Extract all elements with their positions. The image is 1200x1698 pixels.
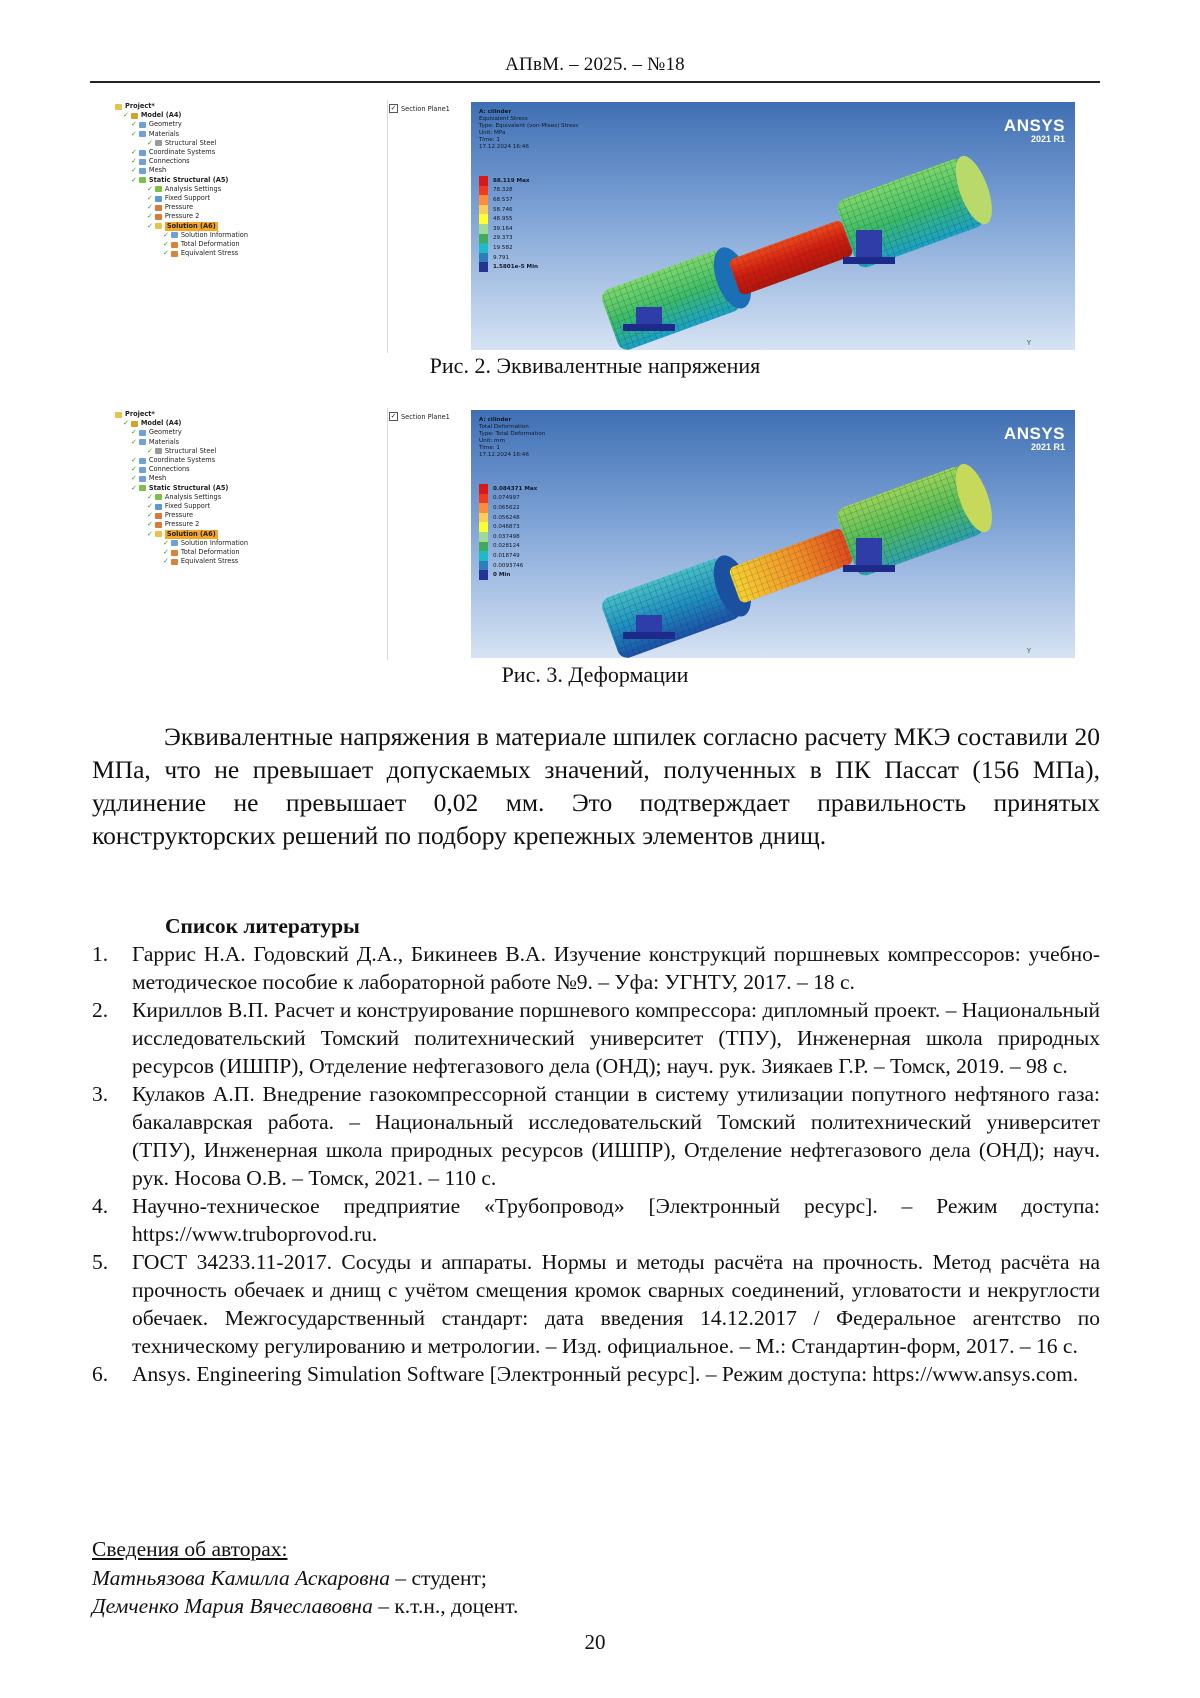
ansys-logo-text: ANSYS [1003,116,1065,135]
tree-item[interactable] [147,222,218,231]
tree-node-icon [131,113,138,119]
status-check-icon: ✓ [147,492,153,501]
references-title: Список литературы [165,914,360,938]
legend-value: 0.084371 Max [493,485,538,492]
legend-swatch [479,214,488,224]
legend-value: 68.537 [493,196,513,203]
tree-item[interactable] [131,130,179,139]
axis-triad: Y [1026,647,1031,655]
tree-item[interactable] [147,520,199,529]
status-check-icon: ✓ [163,249,169,258]
tree-node-icon [139,476,146,482]
result-date: 17.12.2024 16:46 [479,452,529,458]
tree-item[interactable] [147,139,216,148]
status-check-icon: ✓ [131,428,137,437]
tree-item[interactable] [147,530,218,539]
legend-swatch [479,205,488,215]
legend-swatch [479,484,488,494]
legend-entry [479,542,537,552]
result-unit: Unit: mm [479,438,505,444]
legend-entry [479,513,537,523]
reference-number: 4. [92,1194,109,1218]
reference-number: 5. [92,1250,109,1274]
reference-item [92,1192,1100,1248]
tree-item-label: Connections [148,465,190,474]
tree-item[interactable] [123,111,181,120]
ansys-viewport[interactable] [471,102,1075,350]
tree-node-icon [155,513,162,519]
tree-item-label: Total Deformation [180,548,240,556]
tree-item[interactable] [131,484,228,493]
author-role: – к.т.н., доцент. [372,1594,519,1618]
legend-entry [479,195,538,205]
reference-item [92,1080,1100,1192]
tree-node-icon [171,232,178,238]
checkbox-icon[interactable]: ✓ [390,412,397,420]
tree-node-icon [139,131,146,137]
tree-item-label: Pressure [164,203,194,212]
legend-swatch [479,234,488,244]
legend-entry [479,494,537,504]
tree-node-icon [155,223,162,229]
tree-node-icon [171,251,178,257]
header-rule [90,81,1100,83]
status-check-icon: ✓ [131,129,137,138]
running-header: АПвМ. – 2025. – №18 [505,54,685,75]
status-check-icon: ✓ [163,230,169,239]
tree-item-label: Model (A4) [140,111,182,120]
status-check-icon: ✓ [147,529,153,538]
tree-item-label: Solution (A6) [166,221,216,230]
legend-swatch [479,224,488,234]
status-check-icon: ✓ [131,157,137,166]
tree-item[interactable] [147,212,199,221]
legend-swatch [479,262,488,272]
status-check-icon: ✓ [131,166,137,175]
section-plane-item[interactable] [389,104,450,113]
reference-item [92,1360,1100,1388]
reference-text: Гаррис Н.А. Годовский Д.А., Бикинеев В.А. Изучение конструкций поршневых компрессоров: учебно-методическое пособие к лабораторной работе №9. – Уфа: УГНТУ, 2017. – 18 с. [132,942,1100,994]
tree-node-icon [139,150,146,156]
tree-node-icon [155,522,162,528]
status-check-icon: ✓ [131,437,137,446]
tree-item-label: Geometry [148,428,182,437]
author-name: Матньязова Камилла Аскаровна [92,1565,390,1590]
tree-node-icon [171,540,178,546]
reference-item [92,940,1100,996]
legend-entry [479,243,538,253]
ansys-version: 2021 R1 [1030,134,1065,144]
color-legend [479,484,537,580]
reference-number: 3. [92,1082,109,1106]
tree-item-label: Materials [148,129,180,138]
tree-item-label: Fixed Support [164,194,211,202]
tree-item-label: Total Deformation [180,240,240,248]
tree-item[interactable] [147,203,193,212]
legend-entry [479,570,537,580]
status-check-icon: ✓ [163,557,169,566]
result-time: Time: 1 [479,445,500,451]
legend-value: 0.028124 [493,543,520,550]
project-tree [115,408,390,660]
tree-item-label: Analysis Settings [164,492,222,501]
tree-item[interactable] [115,410,155,419]
result-name: Equivalent Stress [479,116,528,122]
figure-3-caption: Рис. 3. Деформации [501,662,689,687]
tree-item-label: Static Structural (A5) [148,483,229,492]
status-check-icon: ✓ [163,240,169,248]
legend-swatch [479,522,488,532]
tree-item-label: Structural Steel [164,446,217,455]
tree-node-icon [155,448,162,454]
tree-item-label: Static Structural (A5) [148,175,229,184]
tree-item-label: Geometry [148,120,182,129]
tree-node-icon [115,104,122,110]
tree-item[interactable] [163,557,238,566]
legend-swatch [479,513,488,523]
legend-entry [479,551,537,561]
status-check-icon: ✓ [147,184,153,193]
legend-swatch [479,243,488,253]
legend-value: 1.5801e-5 Min [493,264,539,271]
tree-item[interactable] [147,185,221,194]
tree-item[interactable] [131,157,190,166]
legend-entry [479,205,538,215]
tree-item[interactable] [163,231,248,240]
tree-item[interactable] [163,539,248,548]
tree-item[interactable] [147,502,210,511]
tree-item-label: Equivalent Stress [180,557,239,566]
reference-text: ГОСТ 34233.11-2017. Сосуды и аппараты. Нормы и методы расчёта на прочность. Метод расчёта на прочность обечаек и днищ с учётом смещения кромок сварных соединений, угловатости и некруглости обечаек. Межгосударственный стандарт: дата введения 14.12.2017 / Федеральное агентство по техническому регулированию и метрологии. – Изд. официальное. – М.: Стандартин-форм, 2017. – 16 с. [132,1250,1100,1358]
panel-separator [387,100,388,353]
legend-value: 0.0093746 [493,562,524,569]
tree-item-label: Project* [125,410,155,418]
legend-value: 0.056248 [493,514,520,521]
legend-value: 39.164 [493,225,513,232]
status-check-icon: ✓ [131,465,137,474]
tree-item[interactable] [131,166,166,175]
authors-heading: Сведения об авторах: [92,1537,288,1561]
legend-entry [479,561,537,571]
tree-item-label: Connections [148,157,190,166]
tree-item-label: Coordinate Systems [148,148,216,156]
tree-item-label: Pressure 2 [164,212,200,221]
tree-item-label: Solution (A6) [166,529,216,538]
tree-node-icon [155,214,162,220]
body-paragraph: Эквивалентные напряжения в материале шпилек согласно расчету МКЭ составили 20 МПа, что не превышает допускаемых значений, полученных в ПК Пассат (156 МПа), удлинение не превышает 0,02 мм. Это подтверждает правильность принятых конструкторских решений по подбору крепежных элементов днищ. [92,722,1100,850]
status-check-icon: ✓ [147,502,153,510]
legend-swatch [479,494,488,504]
status-check-icon: ✓ [131,456,137,464]
tree-item-label: Mesh [148,166,167,175]
legend-value: 19.582 [493,244,513,251]
model-name: A: cilinder [479,417,512,423]
tree-item-label: Project* [125,102,155,110]
status-check-icon: ✓ [163,548,169,556]
author-line [92,1564,518,1593]
tree-node-icon [155,494,162,500]
legend-entry [479,176,538,186]
status-check-icon: ✓ [147,511,153,520]
tree-node-icon [139,177,146,183]
reference-number: 2. [92,998,109,1022]
tree-item-label: Coordinate Systems [148,456,216,464]
status-check-icon: ✓ [147,520,153,529]
tree-node-icon [171,559,178,565]
result-type: Type: Total Deformation [479,431,546,437]
status-check-icon: ✓ [123,419,129,428]
reference-number: 6. [92,1362,109,1386]
result-info [479,109,578,151]
result-name: Total Deformation [479,424,529,430]
tree-item[interactable] [147,493,221,502]
legend-value: 0.065622 [493,504,520,511]
color-legend [479,176,538,272]
status-check-icon: ✓ [163,538,169,547]
cylinder-model-deformation [471,410,1075,658]
page-number: 20 [584,1630,606,1654]
section-plane-label: Section Plane1 [401,412,450,421]
tree-item-label: Fixed Support [164,502,211,510]
tree-node-icon [131,421,138,427]
legend-value: 9.791 [493,254,510,261]
legend-value: 58.746 [493,206,513,213]
references-list [92,940,1100,1388]
legend-swatch [479,542,488,552]
reference-number: 1. [92,942,109,966]
result-time: Time: 1 [479,137,500,143]
tree-item-label: Mesh [148,474,167,483]
status-check-icon: ✓ [147,194,153,202]
tree-node-icon [171,242,178,248]
tree-node-icon [139,430,146,436]
checkbox-icon[interactable]: ✓ [390,104,397,112]
author-name: Демченко Мария Вячеславовна [92,1594,373,1618]
tree-item[interactable] [131,438,179,447]
legend-entry [479,532,537,542]
status-check-icon: ✓ [147,138,153,147]
tree-item[interactable] [163,548,240,557]
tree-item-label: Solution Information [180,230,249,239]
status-check-icon: ✓ [131,474,137,483]
author-line [92,1592,518,1621]
status-check-icon: ✓ [131,120,137,129]
tree-item[interactable] [131,456,215,465]
section-plane-item[interactable] [389,412,450,421]
figure-2-caption: Рис. 2. Эквивалентные напряжения [429,353,761,378]
legend-value: 0.018749 [493,552,520,559]
status-check-icon: ✓ [147,446,153,455]
status-check-icon: ✓ [147,221,153,230]
tree-item[interactable] [131,474,166,483]
tree-item-label: Materials [148,437,180,446]
result-unit: Unit: MPa [479,130,506,136]
legend-swatch [479,186,488,196]
legend-swatch [479,561,488,571]
reference-text: Кириллов В.П. Расчет и конструирование поршневого компрессора: дипломный проект. – Национальный исследовательский Томский политехнический университет (ТПУ), Инженерная школа природных ресурсов (ИШПР), Отделение нефтегазового дела (ОНД); науч. рук. Зиякаев Г.Р. – Томск, 2019. – 98 с. [132,998,1100,1078]
legend-value: 0.074997 [493,495,520,502]
legend-entry [479,224,538,234]
tree-item[interactable] [131,120,182,129]
figure-2-equivalent-stress [115,100,1075,353]
project-tree [115,100,390,353]
result-type: Type: Equivalent (von-Mises) Stress [479,123,579,129]
tree-item[interactable] [115,102,155,111]
tree-node-icon [155,504,162,510]
axis-triad: Y [1026,339,1031,347]
tree-item[interactable] [147,447,216,456]
tree-node-icon [115,412,122,418]
tree-item-label: Pressure [164,511,194,520]
tree-item[interactable] [163,249,238,258]
authors-block [92,1535,518,1621]
tree-node-icon [155,205,162,211]
status-check-icon: ✓ [131,175,137,184]
legend-entry [479,253,538,263]
legend-swatch [479,551,488,561]
tree-node-icon [171,550,178,556]
status-check-icon: ✓ [123,111,129,120]
tree-item[interactable] [147,194,210,203]
panel-separator [387,408,388,660]
legend-entry [479,503,537,513]
tree-item-label: Analysis Settings [164,184,222,193]
tree-item[interactable] [131,148,215,157]
legend-entry [479,214,538,224]
tree-item[interactable] [131,176,228,185]
legend-swatch [479,176,488,186]
tree-node-icon [155,140,162,146]
status-check-icon: ✓ [147,203,153,212]
status-check-icon: ✓ [147,212,153,221]
reference-text: Научно-техническое предприятие «Трубопровод» [Электронный ресурс]. – Режим доступа: https://www.truboprovod.ru. [132,1194,1100,1246]
legend-entry [479,186,538,196]
reference-text: Ansys. Engineering Simulation Software [Электронный ресурс]. – Режим доступа: https://www.ansys.com. [132,1362,1079,1386]
legend-value: 0 Min [493,572,511,579]
tree-item-label: Model (A4) [140,419,182,428]
tree-item[interactable] [131,428,182,437]
legend-entry [479,234,538,244]
reference-item [92,1248,1100,1360]
tree-node-icon [139,467,146,473]
tree-item-label: Equivalent Stress [180,249,239,258]
ansys-viewport[interactable] [471,410,1075,658]
tree-node-icon [139,122,146,128]
legend-value: 0.037498 [493,533,520,540]
status-check-icon: ✓ [131,148,137,156]
tree-item-label: Pressure 2 [164,520,200,529]
tree-node-icon [139,439,146,445]
legend-entry [479,484,537,494]
author-role: – студент; [390,1565,487,1590]
tree-node-icon [139,159,146,165]
ansys-logo [1004,424,1065,452]
tree-item-label: Structural Steel [164,138,217,147]
tree-item[interactable] [163,240,240,249]
legend-swatch [479,253,488,263]
legend-value: 0.046873 [493,524,520,531]
legend-value: 78.328 [493,187,513,194]
tree-node-icon [139,458,146,464]
result-date: 17.12.2024 16:46 [479,144,529,150]
ansys-logo [1004,116,1065,144]
tree-node-icon [155,196,162,202]
ansys-logo-text: ANSYS [1003,424,1065,443]
reference-text: Кулаков А.П. Внедрение газокомпрессорной станции в систему утилизации попутного нефтяного газа: бакалаврская работа. – Национальный исследовательский Томский политехнический университет (ТПУ), Инженерная школа природных ресурсов (ИШПР), Отделение нефтегазового дела (ОНД); науч. рук. Носова О.В. – Томск, 2021. – 110 с. [132,1082,1100,1190]
tree-item[interactable] [131,465,190,474]
legend-entry [479,522,537,532]
tree-node-icon [139,485,146,491]
legend-value: 48.955 [493,216,513,223]
result-info [479,417,545,459]
legend-value: 88.119 Max [493,177,530,184]
legend-swatch [479,503,488,513]
legend-swatch [479,570,488,580]
legend-value: 29.373 [493,235,513,242]
tree-node-icon [155,186,162,192]
tree-node-icon [155,531,162,537]
tree-node-icon [139,168,146,174]
tree-item[interactable] [123,419,181,428]
reference-item [92,996,1100,1080]
legend-entry [479,262,538,272]
tree-item-label: Solution Information [180,538,249,547]
model-name: A: cilinder [479,109,512,115]
ansys-version: 2021 R1 [1030,442,1065,452]
section-plane-label: Section Plane1 [401,104,450,113]
tree-item[interactable] [147,511,193,520]
figure-3-total-deformation [115,408,1075,660]
legend-swatch [479,532,488,542]
legend-swatch [479,195,488,205]
status-check-icon: ✓ [131,483,137,492]
